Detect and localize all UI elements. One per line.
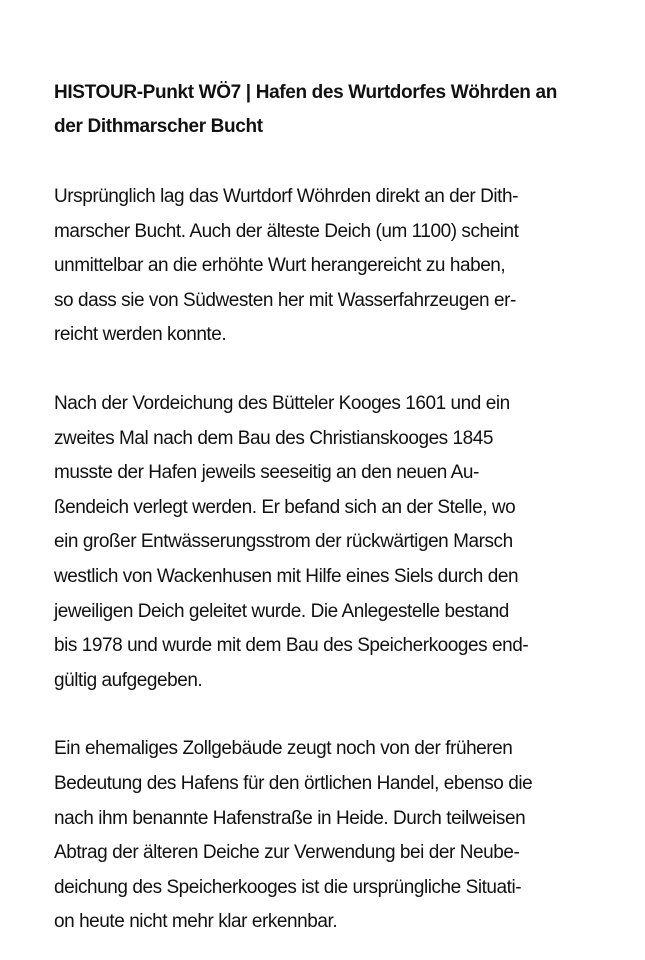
text-line: ßendeich verlegt werden. Er befand sich an der Stelle, wo xyxy=(54,496,516,518)
text-line: so dass sie von Südwesten her mit Wasserfahrzeugen er- xyxy=(54,289,516,311)
text-line: Abtrag der älteren Deiche zur Verwendung bei der Neube- xyxy=(54,842,520,864)
text-line: unmittelbar an die erhöhte Wurt herangereicht zu haben, xyxy=(54,255,506,277)
text-line: on heute nicht mehr klar erkennbar. xyxy=(54,911,338,933)
text-line: zweites Mal nach dem Bau des Christianskooges 1845 xyxy=(54,427,494,449)
text-line: Nach der Vordeichung des Bütteler Kooges 1601 und ein xyxy=(54,392,510,414)
paragraph-3 xyxy=(54,732,602,940)
text-line: jeweiligen Deich geleitet wurde. Die Anlegestelle bestand xyxy=(54,600,509,622)
article xyxy=(54,76,602,940)
title-line: der Dithmarscher Bucht xyxy=(54,116,263,137)
text-line: marscher Bucht. Auch der älteste Deich (um 1100) scheint xyxy=(54,220,519,242)
text-line: ein großer Entwässerungsstrom der rückwärtigen Marsch xyxy=(54,531,513,553)
paragraph-1 xyxy=(54,180,602,353)
text-line: reicht werden konnte. xyxy=(54,324,227,346)
title-line: HISTOUR-Punkt WÖ7 | Hafen des Wurtdorfes Wöhrden an xyxy=(54,82,557,103)
text-line: deichung des Speicherkooges ist die ursprüngliche Situati- xyxy=(54,876,522,898)
text-line: Ein ehemaliges Zollgebäude zeugt noch von der früheren xyxy=(54,738,513,760)
paragraph-2 xyxy=(54,387,602,698)
text-line: Bedeutung des Hafens für den örtlichen Handel, ebenso die xyxy=(54,772,533,794)
text-line: gültig aufgegeben. xyxy=(54,669,203,691)
text-line: nach ihm benannte Hafenstraße in Heide. Durch teilweisen xyxy=(54,807,526,829)
article-title xyxy=(54,76,602,144)
text-line: westlich von Wackenhusen mit Hilfe eines Siels durch den xyxy=(54,565,519,587)
text-line: Ursprünglich lag das Wurtdorf Wöhrden direkt an der Dith- xyxy=(54,186,518,207)
text-line: bis 1978 und wurde mit dem Bau des Speicherkooges end- xyxy=(54,635,529,657)
text-line: musste der Hafen jeweils seeseitig an den neuen Au- xyxy=(54,462,479,484)
